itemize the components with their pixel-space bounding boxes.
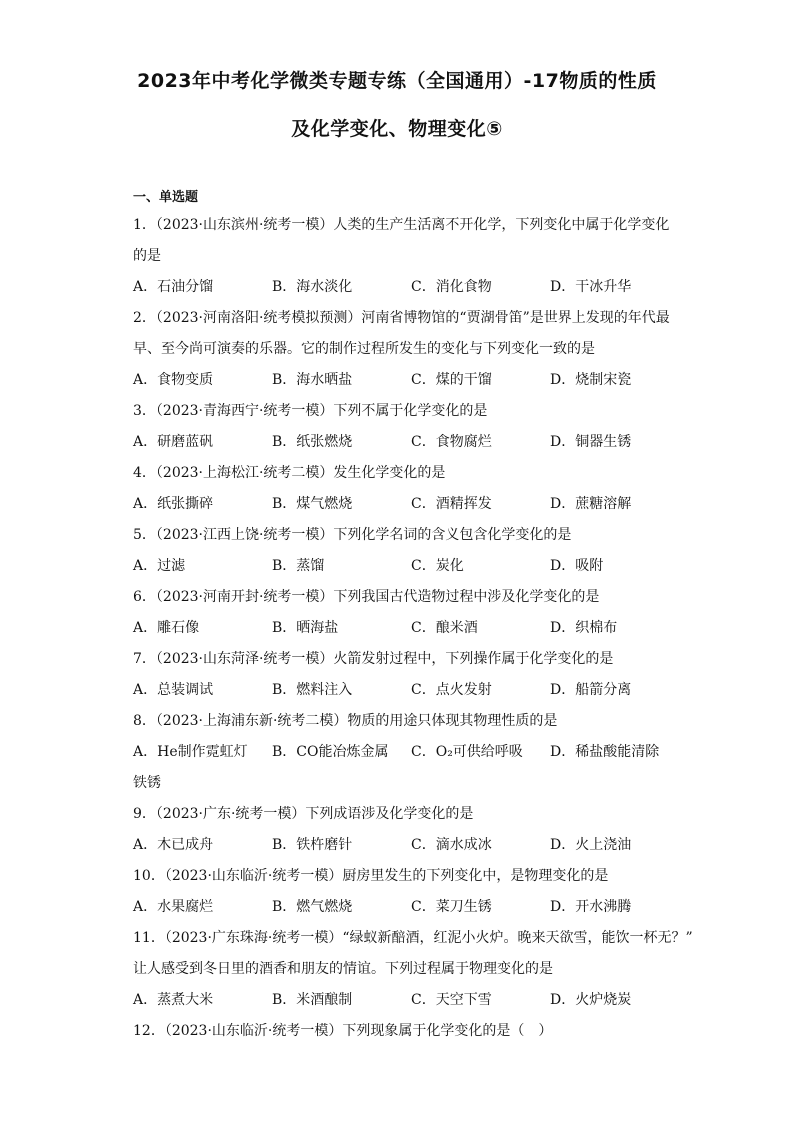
section-heading: 一、单选题 (133, 190, 199, 205)
question-11-stem-cont: 让人感受到冬日里的酒香和朋友的情谊。下列过程属于物理变化的是 (133, 961, 553, 977)
option-a[interactable]: A．He制作霓虹灯 (133, 744, 248, 760)
option-a[interactable]: A．研磨蓝矾 (133, 434, 214, 450)
option-d[interactable]: D．吸附 (550, 558, 604, 574)
question-4-stem: 4．（2023·上海松江·统考二模）发生化学变化的是 (133, 465, 446, 481)
question-list (133, 210, 693, 1047)
question-8-options (133, 737, 673, 768)
option-a[interactable]: A．石油分馏 (133, 279, 214, 295)
question-10-options (133, 892, 673, 923)
question-10-stem: 10．（2023·山东临沂·统考一模）厨房里发生的下列变化中，是物理变化的是 (133, 868, 609, 884)
option-b[interactable]: B．燃气燃烧 (272, 899, 353, 915)
option-d[interactable]: D．船箭分离 (550, 682, 632, 698)
option-c[interactable]: C．消化食物 (411, 279, 492, 295)
question-1-stem-cont: 的是 (133, 248, 161, 264)
option-c[interactable]: C．滴水成冰 (411, 837, 492, 853)
option-b[interactable]: B．燃料注入 (272, 682, 353, 698)
option-c[interactable]: C．天空下雪 (411, 992, 492, 1008)
question-2-stem: 2．（2023·河南洛阳·统考模拟预测）河南省博物馆的“贾湖骨笛”是世界上发现的年代最 (133, 310, 670, 326)
option-c[interactable]: C．煤的干馏 (411, 372, 492, 388)
option-d[interactable]: D．火炉烧炭 (550, 992, 632, 1008)
page-title-line2: 及化学变化、物理变化⑤ (291, 118, 503, 140)
question-8-stem: 8．（2023·上海浦东新·统考二模）物质的用途只体现其物理性质的是 (133, 713, 558, 729)
option-d[interactable]: D．蔗糖溶解 (550, 496, 632, 512)
option-b[interactable]: B．海水淡化 (272, 279, 353, 295)
option-d[interactable]: D．织棉布 (550, 620, 618, 636)
question-5-stem: 5．（2023·江西上饶·统考一模）下列化学名词的含义包含化学变化的是 (133, 527, 572, 543)
question-2-stem-cont: 早、至今尚可演奏的乐器。它的制作过程所发生的变化与下列变化一致的是 (133, 341, 595, 357)
option-c[interactable]: C．菜刀生锈 (411, 899, 492, 915)
question-7-stem: 7．（2023·山东菏泽·统考一模）火箭发射过程中，下列操作属于化学变化的是 (133, 651, 614, 667)
option-a[interactable]: A．纸张撕碎 (133, 496, 214, 512)
option-d[interactable]: D．铜器生锈 (550, 434, 632, 450)
question-11-stem: 11．（2023·广东珠海·统考一模）“绿蚁新醅酒，红泥小火炉。晚来天欲雪，能饮一杯无？” (133, 930, 693, 946)
option-b[interactable]: B．海水晒盐 (272, 372, 353, 388)
question-1-options (133, 272, 673, 303)
question-6-stem: 6．（2023·河南开封·统考一模）下列我国古代造物过程中涉及化学变化的是 (133, 589, 600, 605)
question-12-stem: 12．（2023·山东临沂·统考一模）下列现象属于化学变化的是（ ） (133, 1023, 553, 1039)
question-5-options (133, 551, 673, 582)
option-b[interactable]: B．CO能冶炼金属 (272, 744, 389, 760)
question-4-options (133, 489, 673, 520)
option-c[interactable]: C．O₂可供给呼吸 (411, 744, 523, 760)
option-a[interactable]: A．木已成舟 (133, 837, 214, 853)
option-b[interactable]: B．晒海盐 (272, 620, 339, 636)
option-d[interactable]: D．火上浇油 (550, 837, 632, 853)
option-b[interactable]: B．蒸馏 (272, 558, 325, 574)
question-6-options (133, 613, 673, 644)
question-9-stem: 9．（2023·广东·统考一模）下列成语涉及化学变化的是 (133, 806, 474, 822)
option-a[interactable]: A．蒸煮大米 (133, 992, 214, 1008)
option-a[interactable]: A．水果腐烂 (133, 899, 214, 915)
option-c[interactable]: C．酒精挥发 (411, 496, 492, 512)
option-b[interactable]: B．纸张燃烧 (272, 434, 353, 450)
page-title-line1: 2023年中考化学微类专题专练（全国通用）-17物质的性质 (137, 70, 657, 92)
option-a[interactable]: A．雕石像 (133, 620, 200, 636)
option-a[interactable]: A．食物变质 (133, 372, 214, 388)
option-d[interactable]: D．稀盐酸能清除 (550, 744, 660, 760)
option-b[interactable]: B．铁杵磨针 (272, 837, 353, 853)
question-9-options (133, 830, 673, 861)
option-a[interactable]: A．过滤 (133, 558, 186, 574)
question-3-stem: 3．（2023·青海西宁·统考一模）下列不属于化学变化的是 (133, 403, 488, 419)
option-d[interactable]: D．干冰升华 (550, 279, 632, 295)
option-d[interactable]: D．开水沸腾 (550, 899, 632, 915)
option-b[interactable]: B．米酒酿制 (272, 992, 353, 1008)
question-3-options (133, 427, 673, 458)
option-a[interactable]: A．总装调试 (133, 682, 214, 698)
option-c[interactable]: C．酿米酒 (411, 620, 478, 636)
question-2-options (133, 365, 673, 396)
option-d-continuation: 铁锈 (133, 775, 161, 791)
option-c[interactable]: C．炭化 (411, 558, 464, 574)
question-7-options (133, 675, 673, 706)
option-b[interactable]: B．煤气燃烧 (272, 496, 353, 512)
option-c[interactable]: C．点火发射 (411, 682, 492, 698)
option-d[interactable]: D．烧制宋瓷 (550, 372, 632, 388)
question-11-options (133, 985, 673, 1016)
question-1-stem: 1．（2023·山东滨州·统考一模）人类的生产生活离不开化学，下列变化中属于化学变化 (133, 217, 670, 233)
option-c[interactable]: C．食物腐烂 (411, 434, 492, 450)
